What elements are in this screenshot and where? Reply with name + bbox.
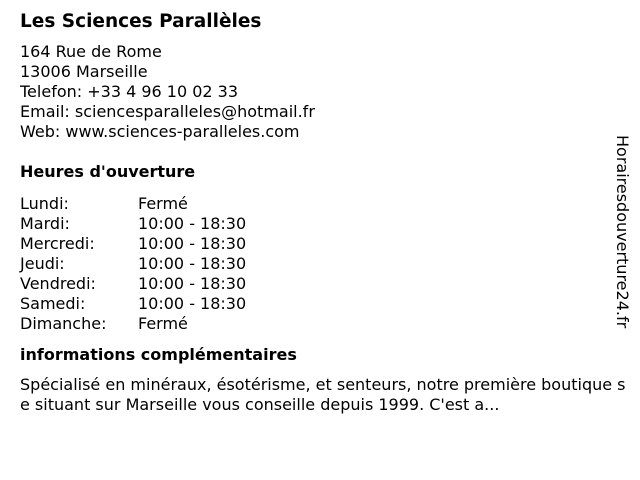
opening-hours-table	[20, 194, 620, 334]
day-label: Lundi:	[20, 194, 69, 213]
hours-row-monday	[20, 194, 620, 214]
hours-row-thursday	[20, 254, 620, 274]
hours-row-friday	[20, 274, 620, 294]
day-label: Mercredi:	[20, 234, 95, 253]
store-description: Spécialisé en minéraux, ésotérisme, et senteurs, notre première boutique se situant sur Marseille vous conseille depuis 1999. C'est a...	[20, 375, 626, 414]
phone-line: Telefon: +33 4 96 10 02 33	[20, 82, 239, 101]
day-hours: 10:00 - 18:30	[138, 234, 247, 253]
day-label: Dimanche:	[20, 314, 107, 333]
store-name: Les Sciences Parallèles	[20, 11, 262, 32]
address-city: 13006 Marseille	[20, 62, 148, 81]
day-hours: 10:00 - 18:30	[138, 214, 247, 233]
day-label: Vendredi:	[20, 274, 96, 293]
hours-row-saturday	[20, 294, 620, 314]
address-street: 164 Rue de Rome	[20, 42, 162, 61]
day-label: Mardi:	[20, 214, 70, 233]
day-hours: 10:00 - 18:30	[138, 294, 247, 313]
day-hours: 10:00 - 18:30	[138, 274, 247, 293]
hours-row-tuesday	[20, 214, 620, 234]
website-line: Web: www.sciences-paralleles.com	[20, 122, 300, 141]
hours-row-sunday	[20, 314, 620, 334]
day-hours: Fermé	[138, 314, 188, 333]
hours-row-wednesday	[20, 234, 620, 254]
day-hours: 10:00 - 18:30	[138, 254, 247, 273]
day-label: Jeudi:	[20, 254, 65, 273]
opening-hours-heading: Heures d'ouverture	[20, 162, 196, 181]
day-label: Samedi:	[20, 294, 86, 313]
site-brand-vertical: Horairesdouverture24.fr	[613, 135, 632, 329]
email-line: Email: sciencesparalleles@hotmail.fr	[20, 102, 315, 121]
day-hours: Fermé	[138, 194, 188, 213]
additional-info-heading: informations complémentaires	[20, 345, 297, 364]
